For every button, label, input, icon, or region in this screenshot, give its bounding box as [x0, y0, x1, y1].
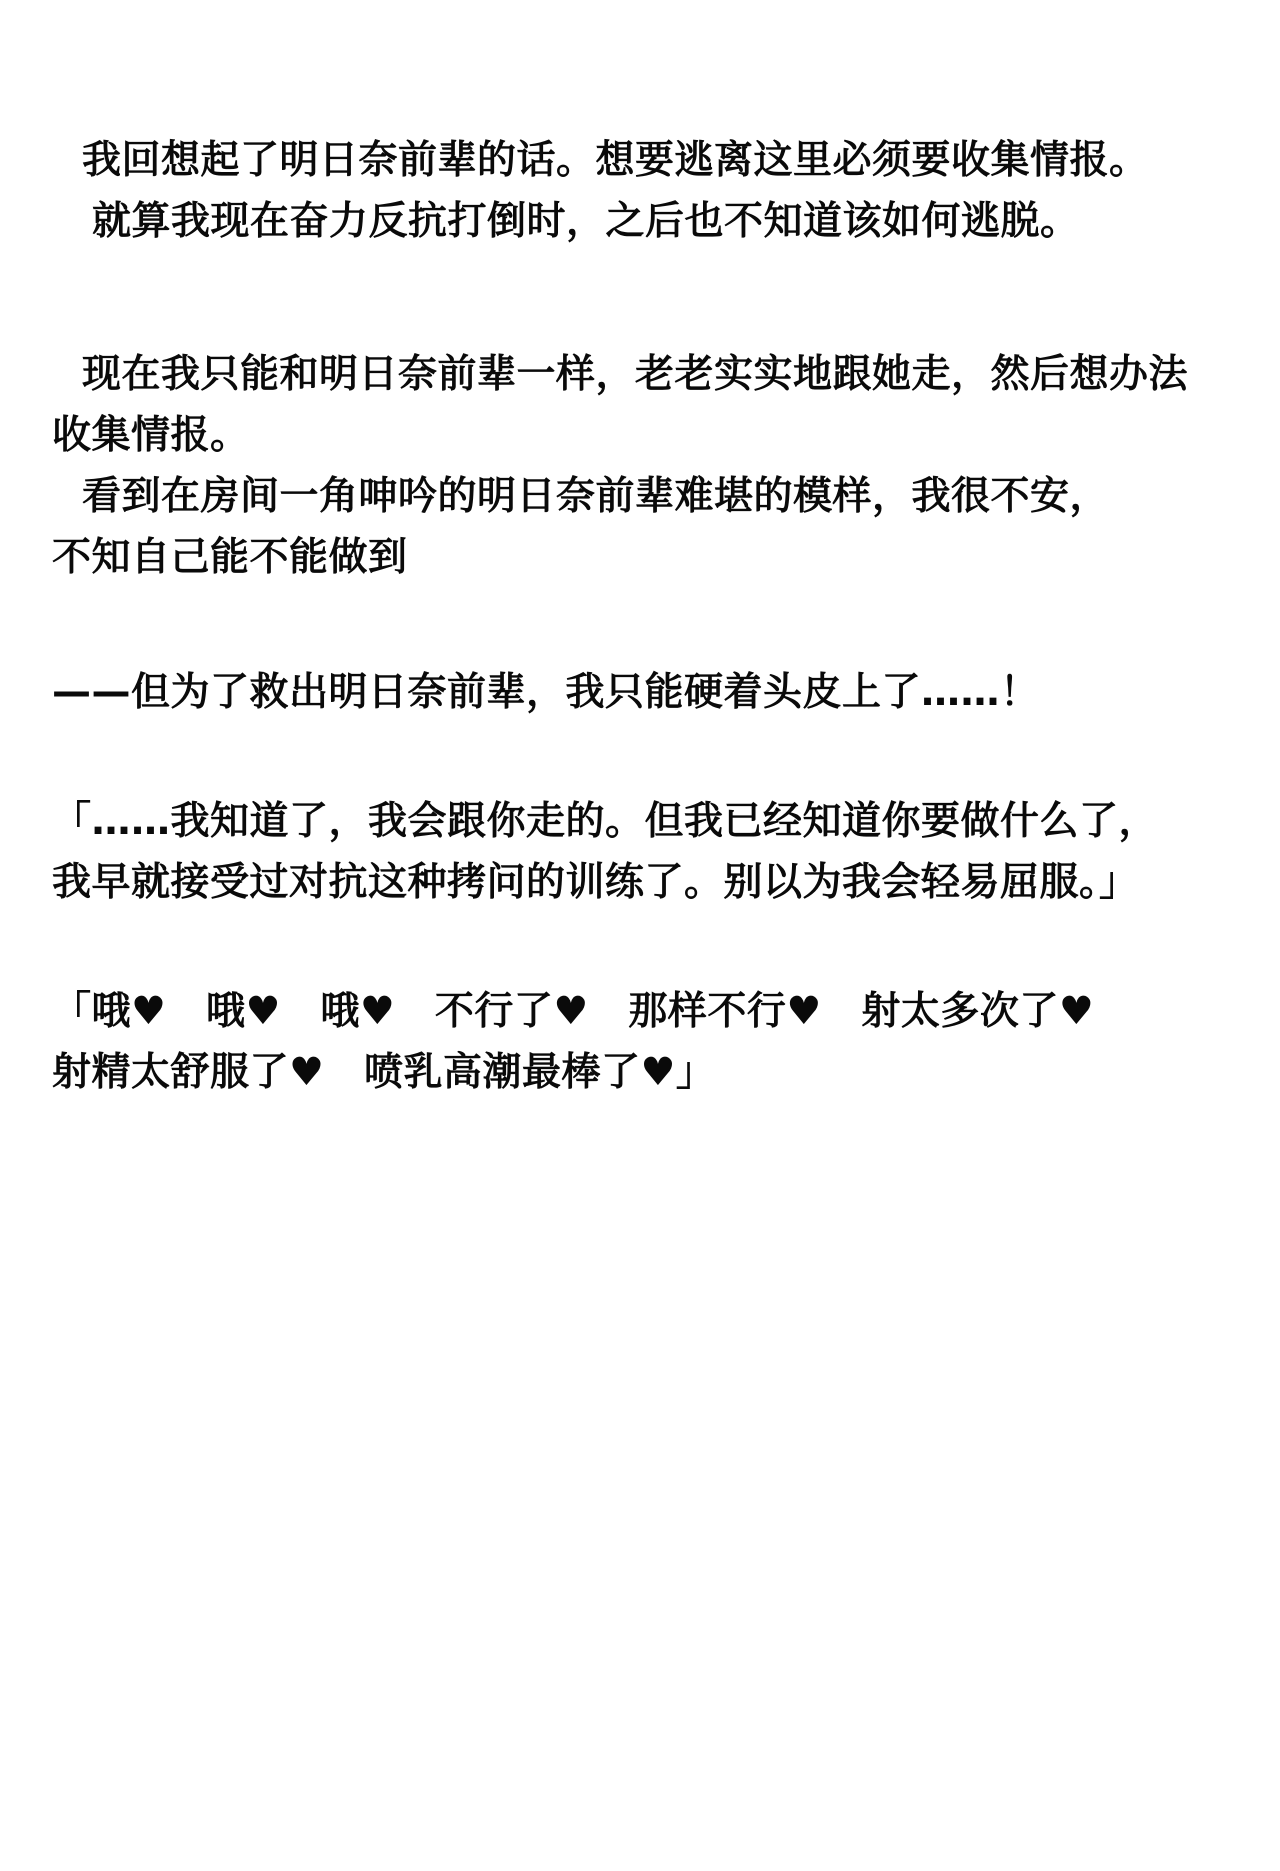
text-line: 看到在房间一角呻吟的明日奈前辈难堪的模样，我很不安，	[82, 474, 1110, 519]
text-line: 现在我只能和明日奈前辈一样，老老实实地跟她走，然后想办法	[82, 352, 1189, 397]
text-line: 「……我知道了，我会跟你走的。但我已经知道你要做什么了，	[52, 799, 1159, 844]
paragraph-dialogue-hearts	[52, 981, 1240, 1103]
text-line: 「哦♥ 哦♥ 哦♥ 不行了♥ 那样不行♥ 射太多次了♥	[52, 989, 1095, 1034]
text-line: 射精太舒服了♥ 喷乳高潮最棒了♥」	[52, 1050, 716, 1095]
text-line: 不知自己能不能做到	[52, 535, 408, 580]
text-line: 我回想起了明日奈前辈的话。想要逃离这里必须要收集情报。	[82, 138, 1149, 183]
paragraph-resolve	[52, 662, 1240, 723]
text-line: 收集情报。	[52, 413, 250, 458]
paragraph-plan	[52, 344, 1240, 588]
text-line: 我早就接受过对抗这种拷问的训练了。别以为我会轻易屈服。」	[52, 860, 1139, 905]
paragraph-dialogue-defiant	[52, 791, 1240, 913]
text-line: ——但为了救出明日奈前辈，我只能硬着头皮上了……！	[52, 670, 1040, 715]
story-text	[52, 130, 1240, 1103]
paragraph-recall	[52, 130, 1240, 252]
text-line: 就算我现在奋力反抗打倒时，之后也不知道该如何逃脱。	[92, 199, 1080, 244]
